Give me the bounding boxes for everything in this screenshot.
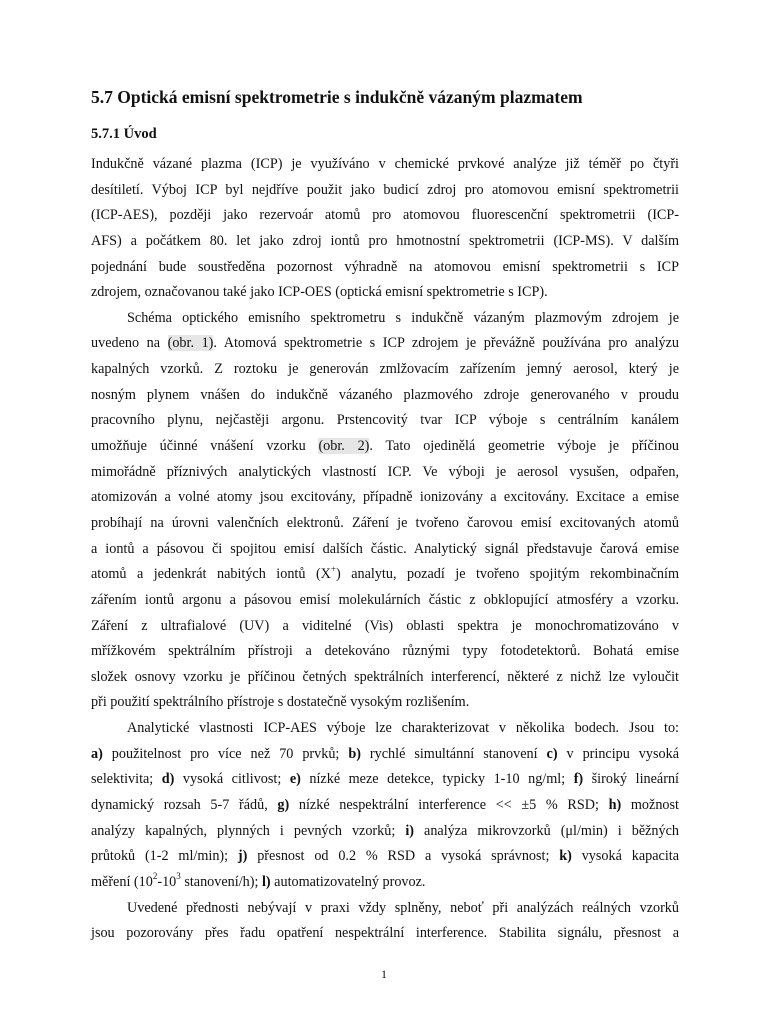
text-line: složek osnovy vzorku je příčinou četných spektrálních interferencí, některé z nichž lze vyloučit bbox=[91, 668, 679, 685]
page-number: 1 bbox=[381, 967, 387, 981]
text-line: desítiletí. Výboj ICP byl nejdříve použit jako budicí zdroj pro atomovou emisní spektrometrii bbox=[91, 181, 679, 198]
text-line: mřížkovém spektrálním přístroji a detekováno různými typy fotodetektorů. Bohatá emise bbox=[91, 643, 679, 660]
body-text bbox=[91, 152, 679, 947]
text-line: a) použitelnost pro více než 70 prvků; b) rychlé simultánní stanovení c) v principu vysoká bbox=[91, 745, 679, 762]
subsection-heading: 5.7.1 Úvod bbox=[91, 126, 157, 142]
text-line: kapalných vzorků. Z roztoku je generován zmlžovacím zařízením jemný aerosol, který je bbox=[91, 361, 679, 378]
figure-reference-link[interactable]: (obr. 2) bbox=[318, 438, 370, 455]
figure-reference-link[interactable]: (obr. 1) bbox=[167, 335, 214, 352]
section-heading: 5.7 Optická emisní spektrometrie s indukčně vázaným plazmatem bbox=[91, 87, 583, 107]
text-line: pracovního plynu, nejčastěji argonu. Prstencovitý tvar ICP výboje s centrálním kanálem bbox=[91, 412, 679, 429]
text-line: uvedeno na (obr. 1). Atomová spektrometrie s ICP zdrojem je převážně používána pro analýzu bbox=[91, 335, 680, 352]
text-line: nosným plynem vnášen do indukčně vázaného plazmového zdroje generovaného v proudu bbox=[91, 386, 679, 403]
text-line: Uvedené přednosti nebývají v praxi vždy splněny, neboť při analýzách reálných vzorků bbox=[127, 899, 679, 916]
text-line: analýzy kapalných, plynných i pevných vzorků; i) analýza mikrovzorků (μl/min) i běžných bbox=[91, 822, 679, 839]
text-line: zářením iontů argonu a pásovou emisí molekulárních částic z obklopující atmosféry a vzorku. bbox=[91, 591, 679, 608]
text-line: Indukčně vázané plazma (ICP) je využíváno v chemické prvkové analýze již téměř po čtyři bbox=[91, 156, 679, 172]
text-line: selektivita; d) vysoká citlivost; e) nízké meze detekce, typicky 1-10 ng/ml; f) široký lineární bbox=[91, 771, 679, 788]
text-line: zdrojem, označovanou také jako ICP-OES (optická emisní spektrometrie s ICP). bbox=[91, 284, 548, 301]
text-line: jsou pozorovány přes řadu opatření nespektrální interference. Stabilita signálu, přesnost a bbox=[91, 925, 679, 942]
text-line: (ICP-AES), později jako rezervoár atomů pro atomovou fluorescenční spektrometrii (ICP- bbox=[91, 207, 679, 224]
text-line: atomů a jedenkrát nabitých iontů (X+) analytu, pozadí je tvořeno spojitým rekombinačním bbox=[91, 563, 679, 583]
text-line: pojednání bude soustředěna pozornost výhradně na atomovou emisní spektrometrii s ICP bbox=[91, 258, 679, 275]
text-line: Schéma optického emisního spektrometru s indukčně vázaným plazmovým zdrojem je bbox=[127, 309, 679, 326]
text-line: mimořádně příznivých analytických vlastností ICP. Ve výboji je aerosol vysušen, odpařen, bbox=[91, 463, 679, 480]
text-line: při použití spektrálního přístroje s dostatečně vysokým rozlišením. bbox=[91, 694, 470, 711]
text-line: AFS) a počátkem 80. let jako zdroj iontů pro hmotnostní spektrometrii (ICP-MS). V dalším bbox=[91, 232, 679, 249]
text-line: dynamický rozsah 5-7 řádů, g) nízké nespektrální interference << ±5 % RSD; h) možnost bbox=[91, 797, 679, 814]
text-line: a iontů a pásovou či spojitou emisí dalších částic. Analytický signál představuje čarová emise bbox=[91, 540, 679, 557]
text-line: probíhají na úrovni valenčních elektronů. Záření je tvořeno čarovou emisí excitovaných atomů bbox=[91, 514, 679, 531]
text-line: umožňuje účinné vnášení vzorku (obr. 2). Tato ojedinělá geometrie výboje je příčinou bbox=[91, 438, 680, 455]
text-line: atomizován a volné atomy jsou excitovány, případně ionizovány a excitovány. Excitace a emise bbox=[91, 489, 679, 506]
text-line: Záření z ultrafialové (UV) a viditelné (Vis) oblasti spektra je monochromatizováno v bbox=[91, 617, 679, 634]
text-line: měření ($10^2-10^3$ stanovení/h); l) automatizovatelný provoz. bbox=[91, 871, 426, 890]
text-line: Analytické vlastnosti ICP-AES výboje lze charakterizovat v několika bodech. Jsou to: bbox=[127, 720, 679, 737]
text-line: průtoků (1-2 ml/min); j) přesnost od 0.2 % RSD a vysoká správnost; k) vysoká kapacita bbox=[91, 848, 679, 865]
